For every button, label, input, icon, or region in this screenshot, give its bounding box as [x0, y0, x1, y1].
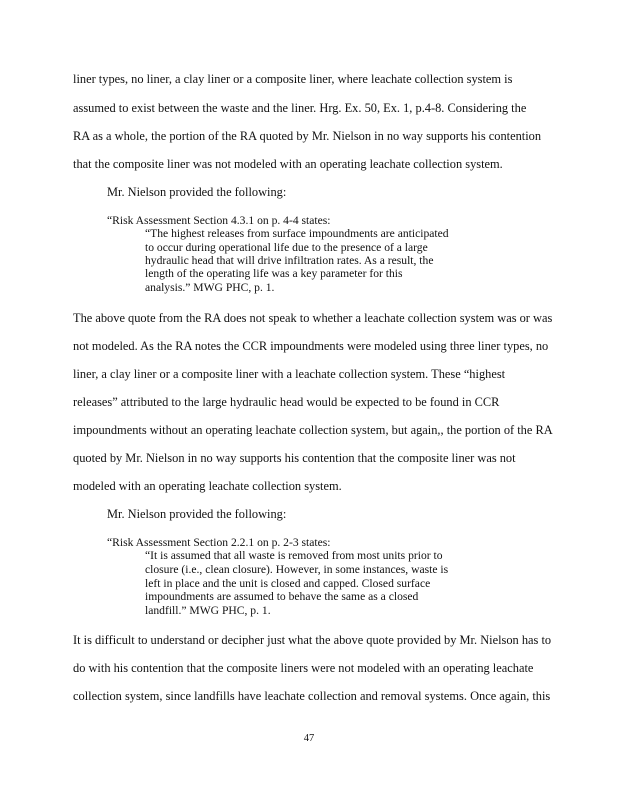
- quote-citation: “Risk Assessment Section 2.2.1 on p. 2-3 states:: [107, 536, 331, 549]
- quote-text-line: left in place and the unit is closed and capped. Closed surface: [145, 577, 431, 590]
- body-text-line: releases” attributed to the large hydraulic head would be expected to be found in CCR: [73, 395, 500, 409]
- quote-text-line: “It is assumed that all waste is removed from most units prior to: [145, 549, 443, 562]
- body-text-line: modeled with an operating leachate collection system.: [73, 479, 342, 493]
- quote-text-line: length of the operating life was a key parameter for this: [145, 267, 403, 280]
- body-text-line: quoted by Mr. Nielson in no way supports his contention that the composite liner was not: [73, 451, 516, 465]
- body-text-line: liner types, no liner, a clay liner or a composite liner, where leachate collection system is: [73, 72, 513, 86]
- body-text-line: RA as a whole, the portion of the RA quoted by Mr. Nielson in no way supports his contention: [73, 129, 542, 143]
- quote-text-line: to occur during operational life due to the presence of a large: [145, 241, 428, 254]
- quote-text-line: analysis.” MWG PHC, p. 1.: [145, 281, 275, 294]
- quote-text-line: closure (i.e., clean closure). However, in some instances, waste is: [145, 563, 449, 576]
- body-text-line: impoundments without an operating leachate collection system, but again,, the portion of the RA: [73, 423, 553, 437]
- quote-text-line: impoundments are assumed to behave the same as a closed: [145, 590, 419, 603]
- body-text-line: do with his contention that the composite liners were not modeled with an operating leachate: [73, 661, 534, 675]
- body-text-line: liner, a clay liner or a composite liner with a leachate collection system. These “highest: [73, 367, 506, 381]
- quote-citation: “Risk Assessment Section 4.3.1 on p. 4-4 states:: [107, 214, 331, 227]
- body-text-line: collection system, since landfills have leachate collection and removal systems. Once again, this: [73, 689, 551, 703]
- body-text-line: It is difficult to understand or decipher just what the above quote provided by Mr. Nielson has to: [73, 633, 552, 647]
- quote-text-line: hydraulic head that will drive infiltration rates. As a result, the: [145, 254, 434, 267]
- quote-text-line: “The highest releases from surface impoundments are anticipated: [145, 227, 449, 240]
- body-text-line: not modeled. As the RA notes the CCR impoundments were modeled using three liner types, no: [73, 339, 549, 353]
- page-number: 47: [303, 733, 315, 744]
- quote-intro: Mr. Nielson provided the following:: [107, 507, 287, 521]
- quote-intro: Mr. Nielson provided the following:: [107, 185, 287, 199]
- body-text-line: The above quote from the RA does not speak to whether a leachate collection system was or was: [73, 311, 553, 325]
- body-text-line: assumed to exist between the waste and the liner. Hrg. Ex. 50, Ex. 1, p.4-8. Considering the: [73, 101, 527, 115]
- body-text-line: that the composite liner was not modeled with an operating leachate collection system.: [73, 157, 503, 171]
- quote-text-line: landfill.” MWG PHC, p. 1.: [145, 604, 271, 617]
